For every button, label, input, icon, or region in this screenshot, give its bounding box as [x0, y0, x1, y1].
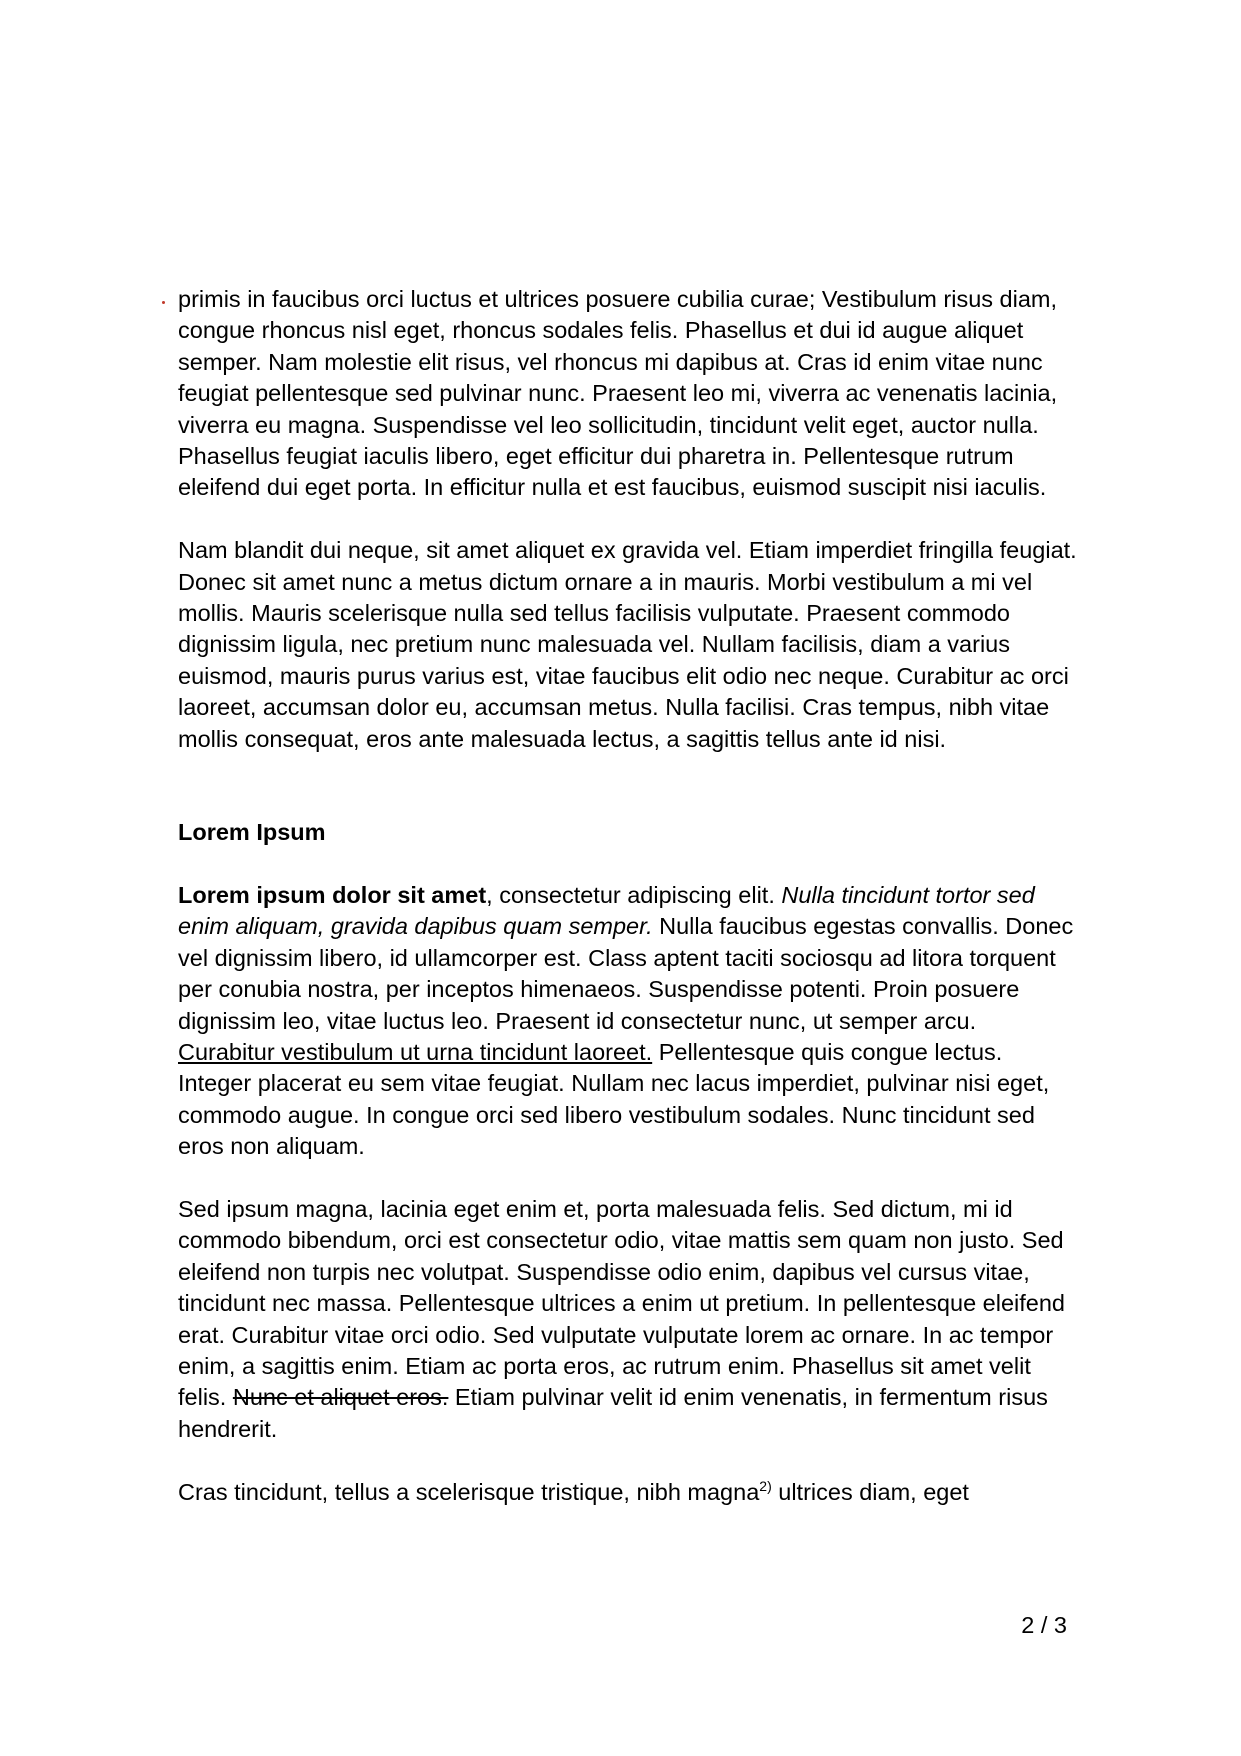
paragraph-3-text-2: Nulla faucibus egestas convallis. Donec vel dignissim libero, id ullamcorper est. Class aptent taciti sociosqu ad litora torquent per conubia nostra, per inceptos himenaeos. Suspendisse potenti. Proin posuere dignissim leo, vitae luctus leo. Praesent id consectetur nunc, ut semper arcu.	[178, 913, 1074, 1034]
paragraph-4-text-2: Etiam pulvinar velit id enim venenatis, in fermentum risus hendrerit.	[178, 1384, 1048, 1442]
document-body	[178, 284, 1078, 1508]
paragraph-5-text-2: ultrices diam, eget	[771, 1478, 969, 1505]
paragraph-1: primis in faucibus orci luctus et ultrices posuere cubilia curae; Vestibulum risus diam, congue rhoncus nisl eget, rhoncus sodales felis. Phasellus et dui id augue aliquet semper. Nam molestie elit risus, vel rhoncus mi dapibus at. Cras id enim vitae nunc feugiat pellentesque sed pulvinar nunc. Praesent leo mi, viverra ac venenatis lacinia, viverra eu magna. Suspendisse vel leo sollicitudin, tincidunt velit eget, auctor nulla. Phasellus feugiat iaculis libero, eget efficitur dui pharetra in. Pellentesque rutrum eleifend dui eget porta. In efficitur nulla et est faucibus, euismod suscipit nisi iaculis.	[178, 286, 1058, 501]
bold-text: Lorem ipsum dolor sit amet	[178, 881, 487, 908]
page-number: 2 / 3	[1021, 1612, 1067, 1638]
italic-text: Nulla tincidunt tortor sed enim aliquam, gravida dapibus quam semper.	[178, 881, 1035, 940]
paragraph-5	[178, 1477, 1078, 1508]
paragraph-5-text-1: Cras tincidunt, tellus a scelerisque tristique, nibh magna	[178, 1478, 760, 1505]
section-heading: Lorem Ipsum	[178, 819, 326, 846]
paragraph-4	[178, 1194, 1078, 1445]
paragraph-3-text-1: , consectetur adipiscing elit.	[486, 881, 782, 908]
strikethrough-text: Nunc et aliquet eros.	[232, 1384, 449, 1411]
paragraph-3	[178, 880, 1078, 1163]
paragraph-4-text-1: Sed ipsum magna, lacinia eget enim et, porta malesuada felis. Sed dictum, mi id commodo bibendum, orci est consectetur odio, vitae mattis sem quam non justo. Sed eleifend non turpis nec volutpat. Suspendisse odio enim, dapibus vel cursus vitae, tincidunt nec massa. Pellentesque ultrices a enim ut pretium. In pellentesque eleifend erat. Curabitur vitae orci odio. Sed vulputate vulputate lorem ac ornare. In ac tempor enim, a sagittis enim. Etiam ac porta eros, ac rutrum enim. Phasellus sit amet velit felis.	[178, 1195, 1065, 1411]
paragraph-2: Nam blandit dui neque, sit amet aliquet ex gravida vel. Etiam imperdiet fringilla feugiat. Donec sit amet nunc a metus dictum ornare a in mauris. Morbi vestibulum a mi vel mollis. Mauris scelerisque nulla sed tellus facilisis vulputate. Praesent commodo dignissim ligula, nec pretium nunc malesuada vel. Nullam facilisis, diam a varius euismod, mauris purus varius est, vitae faucibus elit odio nec neque. Curabitur ac orci laoreet, accumsan dolor eu, accumsan metus. Nulla facilisi. Cras tempus, nibh vitae mollis consequat, eros ante malesuada lectus, a sagittis tellus ante id nisi.	[178, 537, 1077, 752]
paragraph-3-text-3: Pellentesque quis congue lectus. Integer placerat eu sem vitae feugiat. Nullam nec lacus imperdiet, pulvinar nisi eget, commodo augue. In congue orci sed libero vestibulum sodales. Nunc tincidunt sed eros non aliquam.	[178, 1038, 1050, 1160]
change-marker	[162, 301, 165, 304]
footnote-reference[interactable]: 2)	[759, 1477, 772, 1494]
underlined-text: Curabitur vestibulum ut urna tincidunt laoreet.	[178, 1038, 653, 1065]
